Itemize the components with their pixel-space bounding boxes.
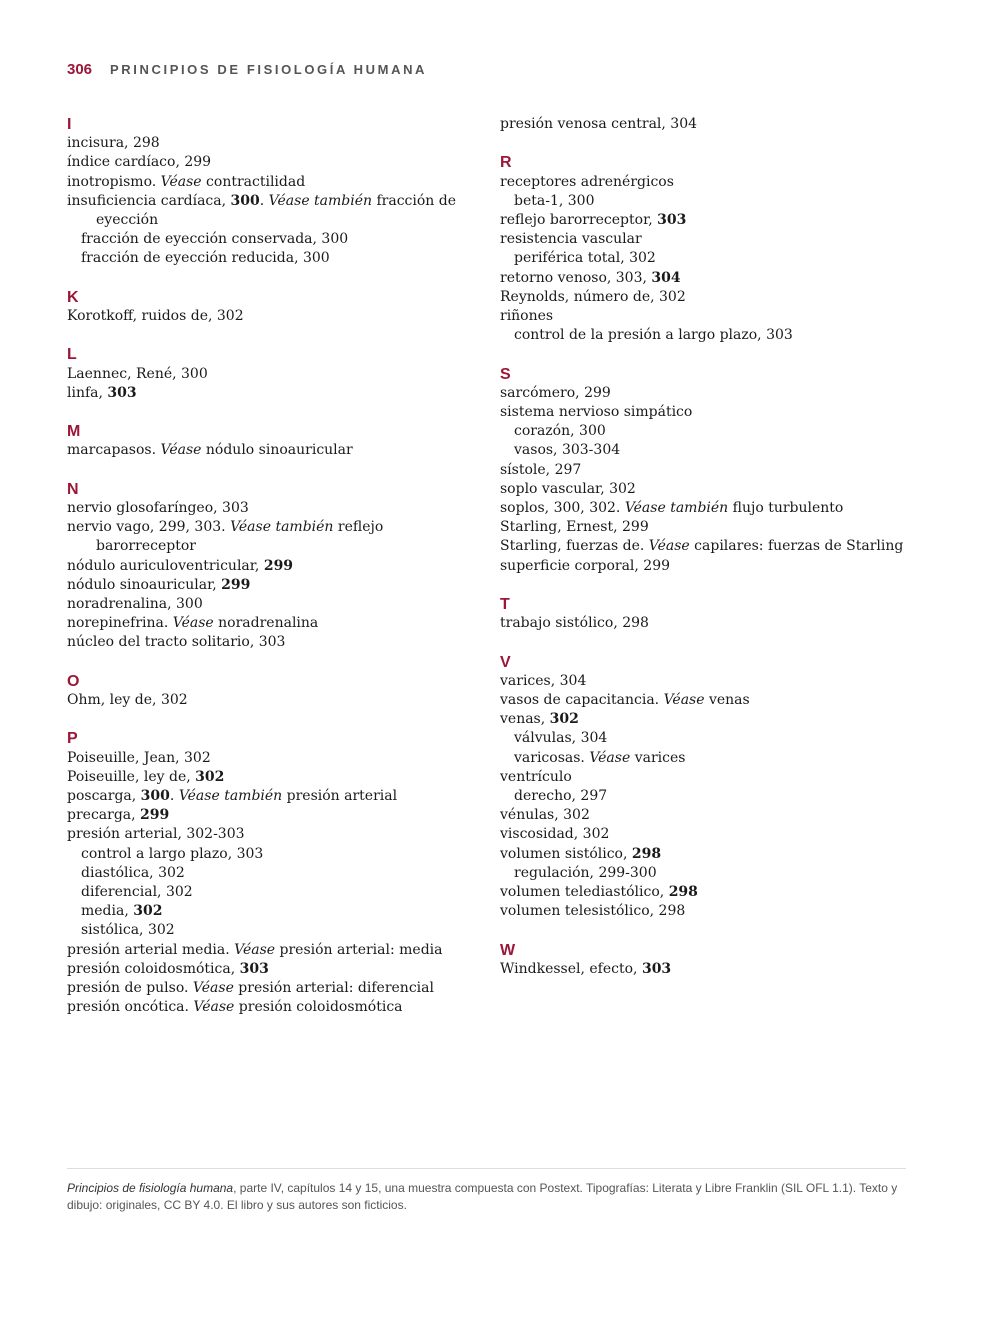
page-ref-bold: 299 xyxy=(140,807,170,824)
index-entry xyxy=(67,441,487,460)
index-entry xyxy=(500,768,940,787)
entry-text: venas, xyxy=(500,711,550,728)
index-section xyxy=(67,480,487,653)
colophon-book-title: Principios de fisiología humana xyxy=(67,1181,234,1195)
entry-text: riñones xyxy=(500,308,554,324)
index-entry xyxy=(67,153,487,172)
page-ref-bold: 302 xyxy=(195,768,225,785)
entry-text: trabajo sistólico, 298 xyxy=(500,615,649,632)
entry-text: Poiseuille, ley de, xyxy=(67,768,196,785)
entry-text: capilares: fuerzas de Starling xyxy=(689,538,904,555)
index-entry xyxy=(500,806,940,825)
entry-text: sistema nervioso simpático xyxy=(500,403,693,420)
index-subentry xyxy=(67,249,487,268)
entry-text: presión arterial media. xyxy=(67,941,235,958)
entry-text: precarga, xyxy=(67,807,141,824)
colophon xyxy=(67,1180,907,1214)
index-entry xyxy=(500,211,940,230)
section-letter: L xyxy=(67,346,77,364)
entry-text: control de la presión a largo plazo, 303 xyxy=(514,327,793,344)
entry-text: reflejo barorreceptor, xyxy=(500,211,658,228)
index-entry xyxy=(67,614,487,633)
cross-ref-label: Véase xyxy=(172,615,214,632)
entry-text: sistólica, 302 xyxy=(81,922,175,939)
index-entry xyxy=(67,384,487,403)
index-subentry xyxy=(500,192,940,211)
entry-text: presión arterial xyxy=(282,787,398,804)
entry-text: varicosas. xyxy=(514,749,590,766)
index-entry xyxy=(500,173,940,192)
index-entry xyxy=(67,365,487,384)
index-entry xyxy=(500,307,940,326)
cross-ref-label: Véase xyxy=(234,941,276,958)
index-entry xyxy=(500,230,940,249)
entry-text: corazón, 300 xyxy=(514,423,606,440)
entry-text: nódulo sinoauricular, xyxy=(67,576,222,593)
entry-text: nervio glosofaríngeo, 303 xyxy=(67,499,249,516)
index-entry xyxy=(67,518,487,556)
index-subentry xyxy=(67,902,487,921)
entry-text: Starling, Ernest, 299 xyxy=(500,519,649,536)
cross-ref-label: Véase también xyxy=(624,500,729,516)
entry-text: soplo vascular, 302 xyxy=(500,480,636,497)
page-ref-bold: 303 xyxy=(107,384,137,401)
entry-text: insuficiencia cardíaca, xyxy=(67,192,231,209)
index-entry xyxy=(500,403,940,422)
index-entry xyxy=(67,134,487,153)
index-entry xyxy=(500,115,940,134)
index-entry xyxy=(500,537,940,556)
entry-text: presión oncótica. xyxy=(67,999,194,1016)
entry-text: volumen telediastólico, xyxy=(500,884,669,900)
entry-text: control a largo plazo, 303 xyxy=(81,845,264,862)
entry-text: Ohm, ley de, 302 xyxy=(67,691,188,708)
index-entry xyxy=(500,710,940,729)
index-entry xyxy=(67,749,487,768)
index-subentry xyxy=(500,326,940,345)
section-letter: P xyxy=(67,730,78,748)
entry-text: sístole, 297 xyxy=(500,461,582,478)
index-section xyxy=(67,422,487,460)
section-letter: M xyxy=(67,423,81,441)
entry-text: Windkessel, efecto, xyxy=(500,960,642,977)
index-section xyxy=(500,941,940,979)
index-subentry xyxy=(67,864,487,883)
entry-text: Reynolds, número de, 302 xyxy=(500,288,686,305)
entry-text: periférica total, 302 xyxy=(514,250,656,267)
entry-text: . xyxy=(169,787,179,804)
index-column-left xyxy=(67,115,487,1037)
entry-text: volumen telesistólico, 298 xyxy=(500,903,686,920)
index-entry xyxy=(500,384,940,403)
entry-text: incisura, 298 xyxy=(67,135,160,152)
entry-text: núcleo del tracto solitario, 303 xyxy=(67,634,286,651)
entry-text: noradrenalina, 300 xyxy=(67,595,203,612)
index-entry xyxy=(67,633,487,652)
index-section xyxy=(67,288,487,326)
index-section xyxy=(500,153,940,345)
index-subentry xyxy=(67,921,487,940)
index-entry xyxy=(67,998,487,1017)
index-column-right xyxy=(500,115,940,998)
entry-text: poscarga, xyxy=(67,787,141,804)
index-subentry xyxy=(500,787,940,806)
index-entry xyxy=(500,672,940,691)
entry-text: varices xyxy=(630,749,686,766)
entry-text: presión venosa central, 304 xyxy=(500,116,698,132)
index-entry xyxy=(67,576,487,595)
index-subentry xyxy=(500,249,940,268)
entry-text: índice cardíaco, 299 xyxy=(67,154,212,171)
entry-text: soplos, 300, 302. xyxy=(500,500,625,516)
index-section xyxy=(67,345,487,403)
index-entry xyxy=(67,192,487,230)
running-header xyxy=(67,61,427,78)
cross-ref-label: Véase xyxy=(192,979,234,996)
section-letter: K xyxy=(67,288,79,306)
cross-ref-label: Véase también xyxy=(230,519,334,536)
cross-ref-label: Véase xyxy=(193,999,235,1016)
page-ref-bold: 303 xyxy=(641,960,672,977)
entry-text: media, xyxy=(81,903,134,920)
entry-text: derecho, 297 xyxy=(514,787,608,804)
index-entry xyxy=(67,941,487,960)
entry-text: inotropismo. xyxy=(67,173,161,190)
index-entry xyxy=(500,557,940,576)
section-letter: W xyxy=(500,941,516,959)
index-entry xyxy=(67,825,487,844)
cross-ref-label: Véase xyxy=(589,749,631,766)
entry-text: vasos de capacitancia. xyxy=(500,691,664,708)
index-section xyxy=(67,729,487,1017)
cross-ref-label: Véase xyxy=(160,173,202,190)
section-letter: O xyxy=(67,672,80,690)
index-subentry xyxy=(500,729,940,748)
index-entry xyxy=(500,825,940,844)
index-subentry xyxy=(500,749,940,768)
colophon-text: , parte IV, capítulos 14 y 15, una muestra compuesta con Postext. Tipografías: Literata y Libre Franklin (SIL OFL 1.1). Texto y dibujo: originales, CC BY 4.0. El libro y sus autores son ficticios. xyxy=(67,1181,898,1212)
entry-text: presión coloidosmótica xyxy=(234,999,403,1016)
entry-text: vénulas, 302 xyxy=(500,807,590,824)
entry-text: Laennec, René, 300 xyxy=(67,365,208,382)
entry-text: diferencial, 302 xyxy=(81,883,193,900)
index-entry xyxy=(500,518,940,537)
index-entry xyxy=(67,787,487,806)
entry-text: presión arterial: media xyxy=(275,941,443,958)
entry-text: retorno venoso, 303, xyxy=(500,269,652,286)
index-section xyxy=(500,115,940,134)
cross-ref-label: Véase xyxy=(663,691,705,708)
index-entry xyxy=(67,595,487,614)
index-entry xyxy=(67,307,487,326)
entry-text: válvulas, 304 xyxy=(514,730,608,747)
entry-text: beta-1, 300 xyxy=(514,192,595,209)
index-section xyxy=(67,115,487,269)
entry-text: fracción de eyección xyxy=(96,192,457,228)
entry-text: resistencia vascular xyxy=(500,231,642,248)
entry-text: Starling, fuerzas de. xyxy=(500,538,649,555)
entry-text: regulación, 299-300 xyxy=(514,864,657,881)
page-ref-bold: 298 xyxy=(668,884,698,900)
index-subentry xyxy=(67,230,487,249)
index-subentry xyxy=(500,422,940,441)
entry-text: presión coloidosmótica, xyxy=(67,960,240,977)
entry-text: ventrículo xyxy=(500,768,572,785)
entry-text: superficie corporal, 299 xyxy=(500,557,671,574)
entry-text: varices, 304 xyxy=(500,672,587,689)
page-ref-bold: 303 xyxy=(657,211,687,228)
entry-text: contractilidad xyxy=(201,173,306,190)
page-ref-bold: 303 xyxy=(239,960,269,977)
index-entry xyxy=(67,979,487,998)
index-subentry xyxy=(500,441,940,460)
index-entry xyxy=(500,902,940,921)
entry-text: marcapasos. xyxy=(67,442,161,459)
page-ref-bold: 302 xyxy=(133,903,163,920)
index-entry xyxy=(67,173,487,192)
entry-text: nervio vago, 299, 303. xyxy=(67,519,231,536)
index-entry xyxy=(500,288,940,307)
index-entry xyxy=(500,960,940,979)
section-letter: N xyxy=(67,480,79,498)
entry-text: volumen sistólico, xyxy=(500,845,632,862)
page-ref-bold: 300 xyxy=(230,192,260,209)
entry-text: diastólica, 302 xyxy=(81,864,185,881)
page-ref-bold: 302 xyxy=(549,711,579,728)
entry-text: Poiseuille, Jean, 302 xyxy=(67,749,211,766)
page-ref-bold: 300 xyxy=(140,787,170,804)
index-entry xyxy=(500,499,940,518)
entry-text: venas xyxy=(704,691,750,708)
section-letter: R xyxy=(500,154,512,172)
entry-text: fracción de eyección conservada, 300 xyxy=(81,231,349,248)
entry-text: receptores adrenérgicos xyxy=(500,173,674,190)
entry-text: presión de pulso. xyxy=(67,979,193,996)
index-section xyxy=(500,595,940,633)
index-entry xyxy=(500,480,940,499)
index-section xyxy=(500,653,940,922)
entry-text: fracción de eyección reducida, 300 xyxy=(81,250,330,267)
entry-text: nódulo auriculoventricular, xyxy=(67,557,264,574)
page-ref-bold: 299 xyxy=(263,557,294,574)
cross-ref-label: Véase también xyxy=(178,787,283,804)
index-entry xyxy=(67,499,487,518)
entry-text: . xyxy=(259,192,269,209)
page-ref-bold: 299 xyxy=(221,576,251,593)
section-letter: T xyxy=(500,596,510,613)
index-entry xyxy=(500,691,940,710)
entry-text: sarcómero, 299 xyxy=(500,384,611,401)
index-subentry xyxy=(67,845,487,864)
index-entry xyxy=(67,768,487,787)
page-number: 306 xyxy=(67,61,93,78)
index-entry xyxy=(500,269,940,288)
entry-text: noradrenalina xyxy=(213,615,319,632)
section-letter: S xyxy=(500,365,511,383)
index-entry xyxy=(500,614,940,633)
index-subentry xyxy=(67,883,487,902)
page-ref-bold: 304 xyxy=(651,269,681,286)
cross-ref-label: Véase xyxy=(160,442,202,459)
index-entry xyxy=(500,883,940,902)
entry-text: flujo turbulento xyxy=(728,500,844,516)
section-letter: I xyxy=(67,116,72,133)
index-section xyxy=(500,365,940,576)
section-letter: V xyxy=(500,653,511,671)
index-entry xyxy=(67,960,487,979)
cross-ref-label: Véase también xyxy=(268,192,373,209)
entry-text: vasos, 303-304 xyxy=(514,442,621,459)
entry-text: nódulo sinoauricular xyxy=(201,442,353,459)
index-entry xyxy=(67,691,487,710)
running-title: PRINCIPIOS DE FISIOLOGÍA HUMANA xyxy=(110,62,428,77)
index-entry xyxy=(500,461,940,480)
index-subentry xyxy=(500,864,940,883)
entry-text: Korotkoff, ruidos de, 302 xyxy=(67,307,244,324)
entry-text: norepinefrina. xyxy=(67,615,173,632)
entry-text: viscosidad, 302 xyxy=(500,826,610,843)
index-section xyxy=(67,672,487,710)
entry-text: presión arterial: diferencial xyxy=(233,979,434,996)
index-entry xyxy=(500,845,940,864)
entry-text: presión arterial, 302-303 xyxy=(67,826,245,843)
entry-text: linfa, xyxy=(67,384,108,401)
index-entry xyxy=(67,557,487,576)
page-ref-bold: 298 xyxy=(631,845,662,862)
footer-divider xyxy=(67,1168,906,1169)
index-entry xyxy=(67,806,487,825)
entry-text: reflejo barorreceptor xyxy=(96,519,384,555)
cross-ref-label: Véase xyxy=(648,538,690,555)
